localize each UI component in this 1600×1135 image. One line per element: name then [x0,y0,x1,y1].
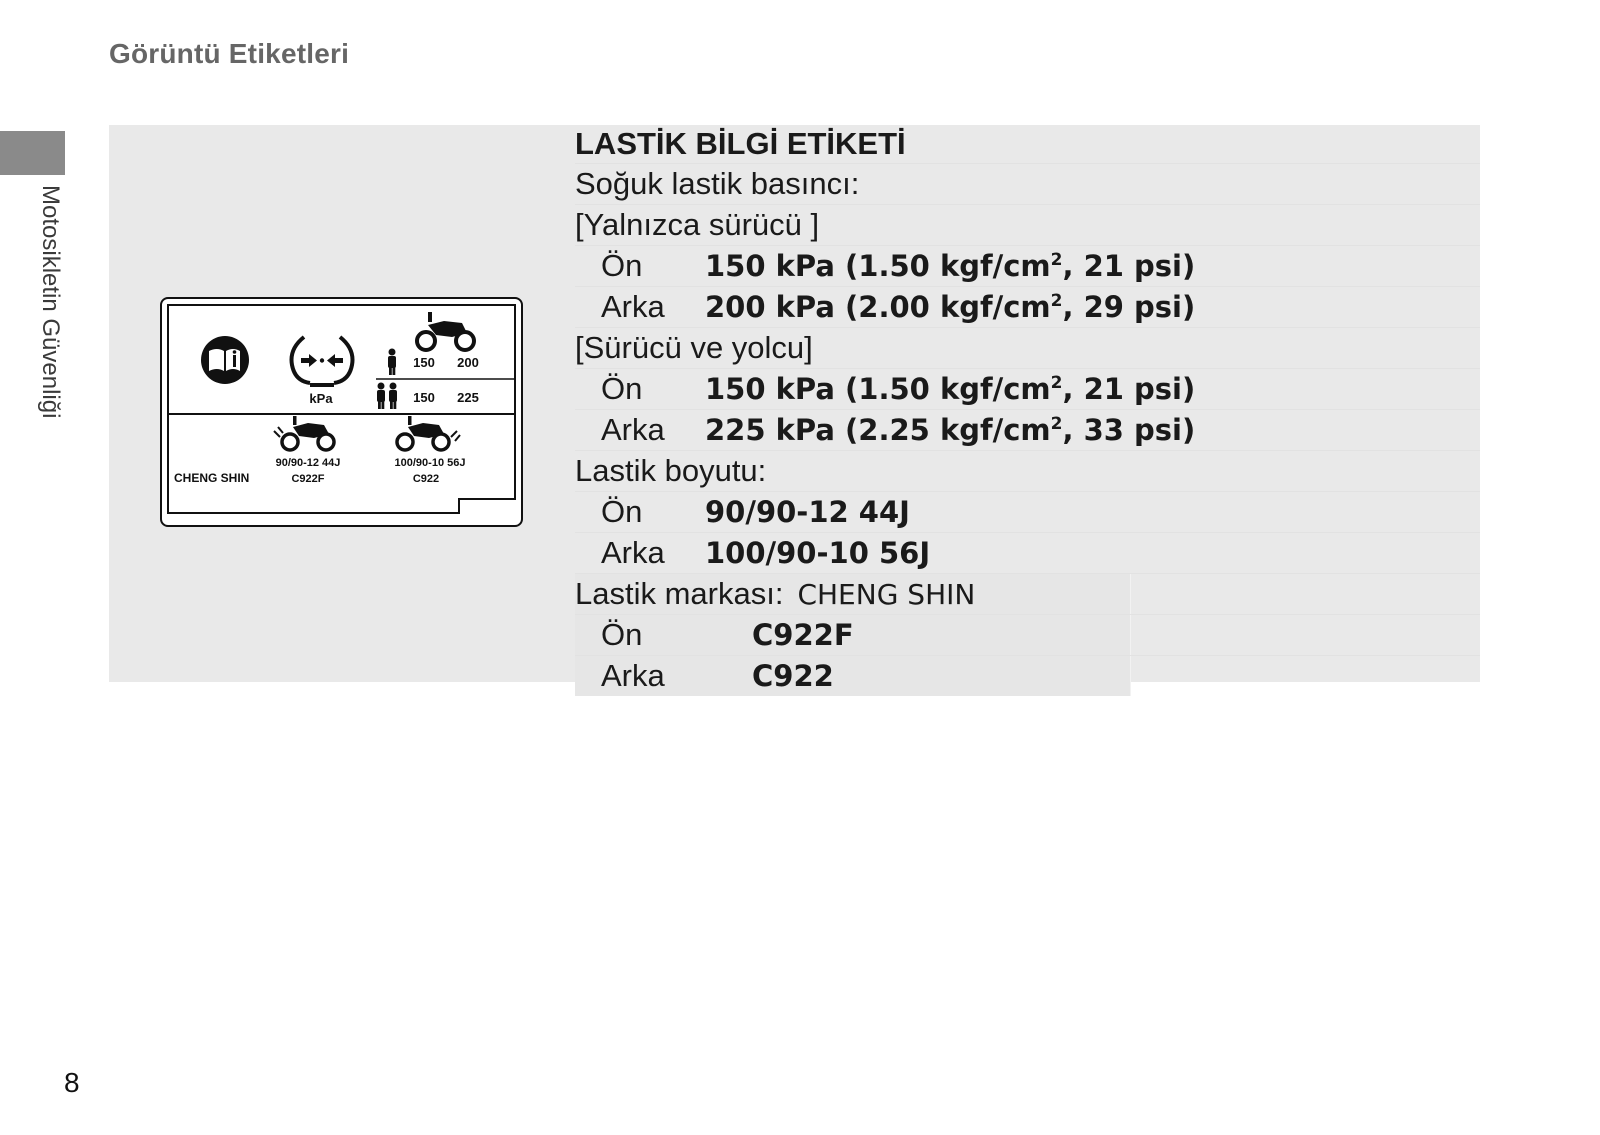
brand-front-cell [575,615,1131,655]
position-label: Ön [601,617,643,652]
size-value: 100/90-10 56J [705,536,931,570]
label-brand: CHENG SHIN [174,471,250,485]
rider-icon [388,349,396,376]
rider-passenger-label: [Sürücü ve yolcu] [575,328,1480,369]
label-rear-model: C922 [412,473,440,485]
brand-value: CHENG SHIN [797,577,976,611]
tire-size-front-row [575,492,1480,533]
position-label: Arka [601,289,665,324]
brand-cell [575,574,1131,614]
model-value: C922 [752,659,834,693]
pressure-value: 150 kPa (1.50 kgf/$cm^2$, 21 psi) [705,249,1196,283]
tire-size-label: Lastik boyutu: [575,451,1480,492]
chapter-label: Motosikletin Güvenliği [37,185,64,419]
model-value: C922F [752,618,854,652]
owner-manual-icon [201,336,249,384]
label-passenger-front-value: 150 [413,390,435,405]
page-number: 8 [64,1067,80,1098]
tire-label-image [160,297,523,527]
pressure-value: 150 kPa (1.50 kgf/$cm^2$, 21 psi) [705,372,1196,406]
brand-rear-cell [575,656,1131,696]
brand-label: Lastik markası: [575,576,784,611]
brand-rear-row [575,656,1480,696]
rider-passenger-icon [377,383,397,410]
motorcycle-icon [417,312,474,350]
size-value: 90/90-12 44J [705,495,910,529]
rider-only-label: [Yalnızca sürücü ] [575,205,1480,246]
label-front-model: C922F [291,473,325,485]
chapter-tab [0,131,65,175]
rider-passenger-rear-row [575,410,1480,451]
position-label: Ön [601,494,643,529]
label-rider-rear-value: 200 [457,355,479,370]
info-title: LASTİK BİLGİ ETİKETİ [575,125,1480,164]
label-front-size: 90/90-12 44J [275,457,341,469]
tire-size-rear-row [575,533,1480,574]
pressure-value: 200 kPa (2.00 kgf/$cm^2$, 29 psi) [705,290,1196,324]
brand-front-row [575,615,1480,656]
cold-pressure-label: Soğuk lastik basıncı: [575,164,1480,205]
pressure-arrows-icon [301,354,343,367]
position-label: Arka [601,535,665,570]
label-unit-text: kPa [309,391,333,406]
rider-passenger-front-row [575,369,1480,410]
position-label: Ön [601,248,643,283]
rider-only-front-row [575,246,1480,287]
label-rear-size: 100/90-10 56J [394,457,466,469]
pressure-value: 225 kPa (2.25 kgf/$cm^2$, 33 psi) [705,413,1196,447]
rear-tire-motorcycle-icon [397,416,460,450]
position-label: Ön [601,371,643,406]
position-label: Arka [601,658,665,693]
position-label: Arka [601,412,665,447]
rider-only-rear-row [575,287,1480,328]
front-tire-motorcycle-icon [274,416,334,450]
label-rider-front-value: 150 [413,355,435,370]
brand-row [575,574,1480,615]
section-heading: Görüntü Etiketleri [109,38,350,69]
label-passenger-rear-value: 225 [457,390,479,405]
tire-info-list [575,125,1480,696]
